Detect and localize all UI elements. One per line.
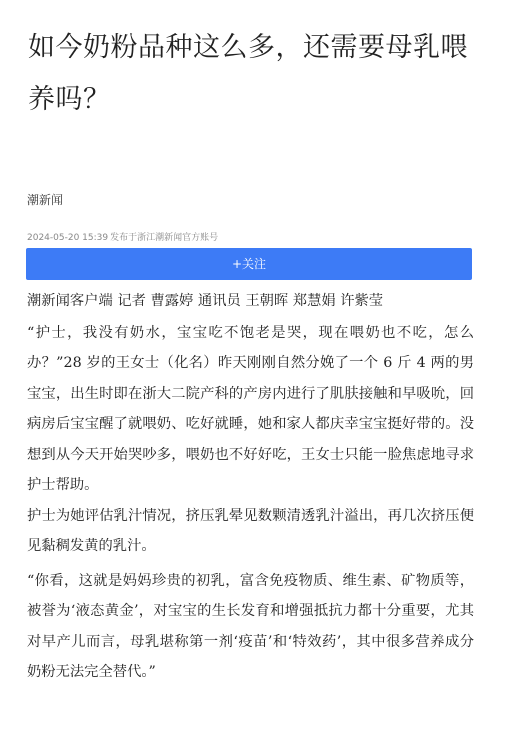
publish-meta bbox=[27, 232, 220, 244]
follow-button[interactable]: +关注 bbox=[26, 248, 472, 280]
article-paragraph: 护士为她评估乳汁情况，挤压乳晕见数颗清透乳汁溢出，再几次挤压便见黏稠发黄的乳汁。 bbox=[27, 507, 474, 554]
article-body bbox=[27, 286, 474, 688]
publish-info: 发布于浙江潮新闻官方账号 bbox=[110, 233, 219, 243]
byline-paragraph: 潮新闻客户端 记者 曹露婷 通讯员 王朝晖 郑慧娟 许紫莹 bbox=[27, 293, 384, 309]
source-name[interactable]: 潮新闻 bbox=[27, 193, 64, 207]
article-paragraph: “护士，我没有奶水，宝宝吃不饱老是哭，现在喂奶也不吃，怎么办？”28 岁的王女士（化名）昨天刚刚自然分娩了一个 6 斤 4 两的男宝宝，出生时即在浙大二院产科的产房内进行了肌肤接触和早吸吮，回病房后宝宝醒了就喂奶、吃好就睡，她和家人都庆幸宝宝挺好带的。没想到从今天开始哭吵多，喂奶也不好好吃，王女士只能一脸焦虑地寻求护士帮助。 bbox=[27, 324, 474, 493]
article-title: 如今奶粉品种这么多，还需要母乳喂养吗？ bbox=[28, 32, 468, 115]
article-paragraph: “你看，这就是妈妈珍贵的初乳，富含免疫物质、维生素、矿物质等，被誉为‘液态黄金’，对宝宝的生长发育和增强抵抗力都十分重要，尤其对早产儿而言，母乳堪称第一剂‘疫苗’和‘特效药’，其中很多营养成分奶粉无法完全替代。” bbox=[27, 572, 474, 680]
publish-time: 2024-05-20 15:39 bbox=[27, 233, 109, 243]
